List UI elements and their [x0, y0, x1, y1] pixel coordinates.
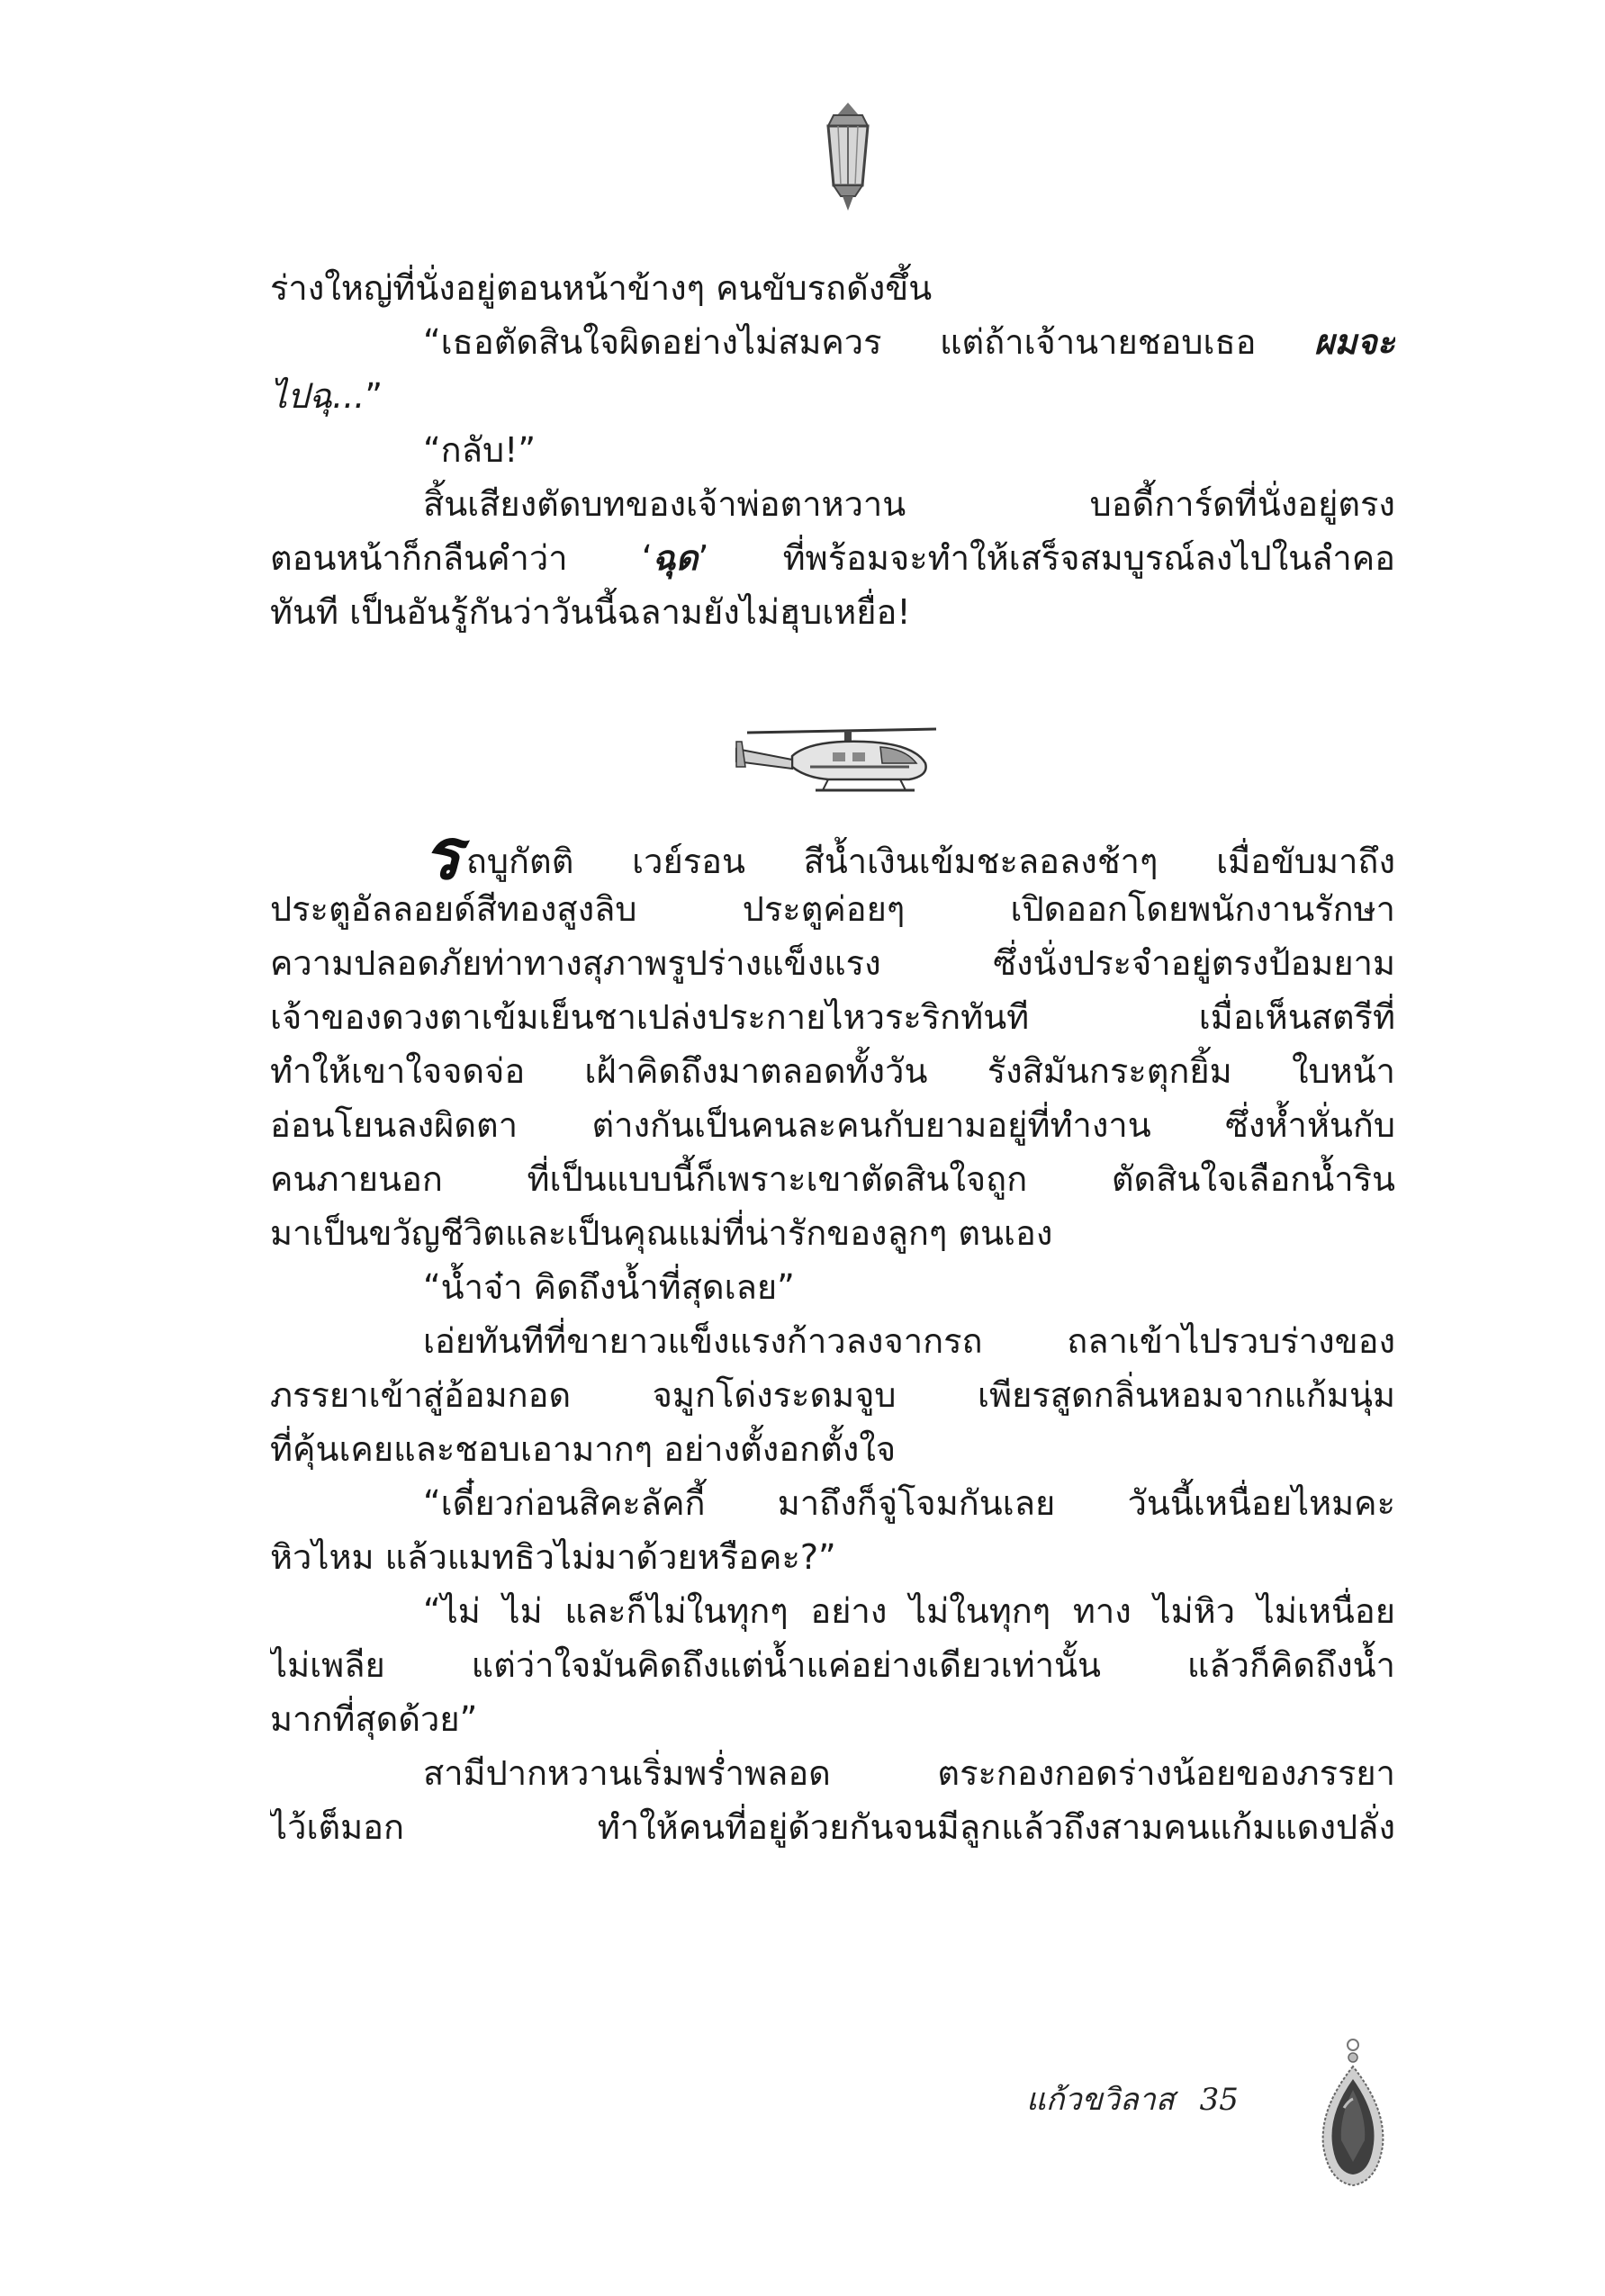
text-line: ไว้เต็มอก ทำให้คนที่อยู่ด้วยกันจนมีลูกแล้วถึงสามคนแก้มแดงปลั่ง	[270, 1807, 1395, 1847]
text-line: ที่คุ้นเคยและชอบเอามากๆ อย่างตั้งอกตั้งใจ	[270, 1429, 897, 1469]
text-line: สามีปากหวานเริ่มพร่ำพลอด ตระกองกอดร่างน้อยของภรรยา	[423, 1753, 1395, 1793]
text-line: ความปลอดภัยท่าทางสุภาพรูปร่างแข็งแรง ซึ่งนั่งประจำอยู่ตรงป้อมยาม	[270, 943, 1395, 983]
gem-pendant-icon	[1303, 2036, 1402, 2193]
bold-italic-text: ฉุด	[652, 538, 699, 578]
text-line: “เธอตัดสินใจผิดอย่างไม่สมควร แต่ถ้าเจ้านายชอบเธอ ผมจะ	[423, 322, 1395, 362]
text-line: เจ้าของดวงตาเข้มเย็นชาเปล่งประกายไหวระริกทันที เมื่อเห็นสตรีที่	[270, 997, 1395, 1037]
text-line: ตอนหน้าก็กลืนคำว่า ‘ฉุด’ ที่พร้อมจะทำให้เสร็จสมบูรณ์ลงไปในลำคอ	[270, 538, 1395, 578]
book-title: แก้วขวิลาส	[1026, 2082, 1175, 2118]
text-line: อ่อนโยนลงผิดตา ต่างกันเป็นคนละคนกับยามอยู่ที่ทำงาน ซึ่งห้ำหั่นกับ	[270, 1105, 1395, 1145]
text-line: ทันที เป็นอันรู้กันว่าวันนี้ฉลามยังไม่ฮุบเหยื่อ!	[270, 592, 911, 632]
text-line: ประตูอัลลอยด์สีทองสูงลิบ ประตูค่อยๆ เปิดออกโดยพนักงานรักษา	[270, 889, 1395, 929]
text-line: คนภายนอก ที่เป็นแบบนี้ก็เพราะเขาตัดสินใจถูก ตัดสินใจเลือกน้ำริน	[270, 1159, 1395, 1199]
text-line: ไม่เพลีย แต่ว่าใจมันคิดถึงแต่น้ำแค่อย่างเดียวเท่านั้น แล้วก็คิดถึงน้ำ	[270, 1645, 1395, 1685]
text-line: มาเป็นขวัญชีวิตและเป็นคุณแม่ที่น่ารักของลูกๆ ตนเอง	[270, 1213, 1053, 1253]
lantern-icon	[812, 99, 884, 216]
text-line: สิ้นเสียงตัดบทของเจ้าพ่อตาหวาน บอดี้การ์ดที่นั่งอยู่ตรง	[423, 484, 1395, 524]
text-line: “ไม่ ไม่ และก็ไม่ในทุกๆ อย่าง ไม่ในทุกๆ ทาง ไม่หิว ไม่เหนื่อย	[423, 1591, 1395, 1631]
page-number: 35	[1199, 2082, 1239, 2118]
italic-text: ไปฉุ...	[270, 376, 365, 416]
page-footer	[1026, 2075, 1239, 2123]
bold-italic-text: ผมจะ	[1314, 322, 1395, 362]
text-line: มากที่สุดด้วย”	[270, 1699, 478, 1739]
text-line: ทำให้เขาใจจดจ่อ เฝ้าคิดถึงมาตลอดทั้งวัน รังสิมันกระตุกยิ้ม ใบหน้า	[270, 1051, 1395, 1091]
text-line: เอ่ยทันทีที่ขายาวแข็งแรงก้าวลงจากรถ ถลาเข้าไปรวบร่างของ	[423, 1321, 1395, 1361]
text-line: ร่างใหญ่ที่นั่งอยู่ตอนหน้าข้างๆ คนขับรถดังขึ้น	[270, 268, 933, 308]
text-line: รถบูกัตติ เวย์รอน สีน้ำเงินเข้มชะลอลงช้าๆ เมื่อขับมาถึง	[423, 828, 1395, 882]
text-block-main	[270, 828, 1395, 1854]
text-line: “กลับ!”	[423, 430, 537, 470]
text-line: หิวไหม แล้วแมทธิวไม่มาด้วยหรือคะ?”	[270, 1537, 836, 1577]
text-line: ภรรยาเข้าสู่อ้อมกอด จมูกโด่งระดมจูบ เพียรสูดกลิ่นหอมจากแก้มนุ่ม	[270, 1375, 1395, 1415]
text-line: ไปฉุ...”	[270, 376, 383, 416]
helicopter-icon	[729, 720, 950, 801]
text-line: “เดี๋ยวก่อนสิคะลัคกี้ มาถึงก็จู่โจมกันเลย วันนี้เหนื่อยไหมคะ	[423, 1483, 1395, 1523]
drop-cap: ร	[423, 828, 461, 882]
text-block-intro	[270, 261, 1395, 639]
text-line: “น้ำจ๋า คิดถึงน้ำที่สุดเลย”	[423, 1267, 795, 1307]
